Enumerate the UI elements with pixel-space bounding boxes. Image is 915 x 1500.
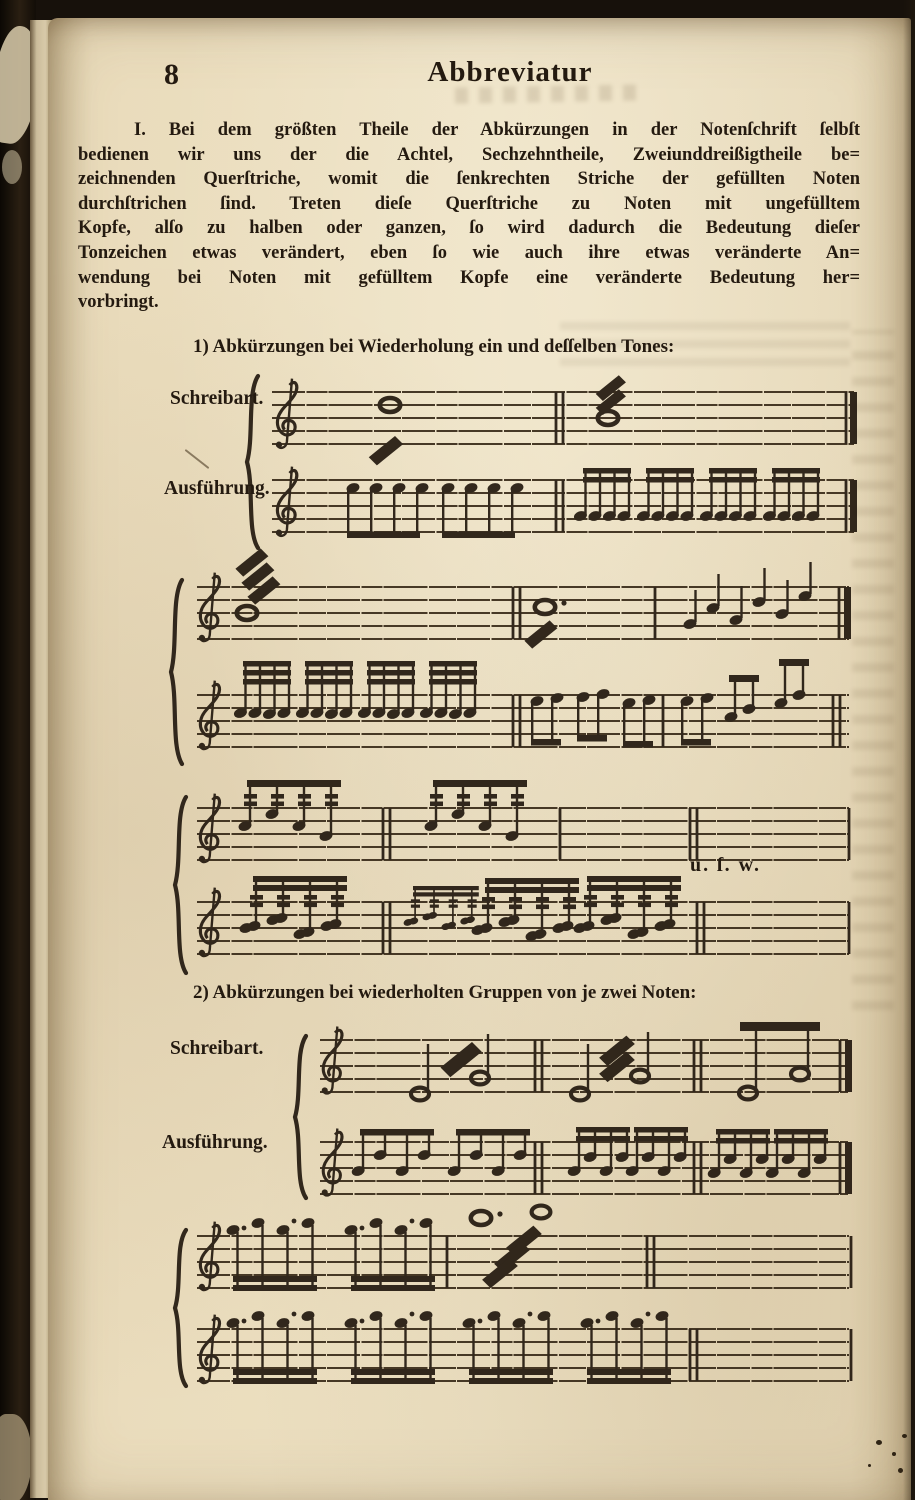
- treble-clef: [276, 467, 297, 536]
- treble-clef: [322, 1027, 342, 1094]
- spine-paper-scrap: [2, 150, 22, 184]
- paragraph-line: zeichnenden Querſtriche, womit die ſenkrechten Striche der gefüllten Noten: [78, 169, 860, 190]
- treble-clef: [199, 1315, 220, 1383]
- staff-continuation-1a: [185, 562, 857, 666]
- etcetera-text: u. ſ. w.: [690, 854, 762, 876]
- paragraph-line: bedienen wir uns der die Achtel, Sechzehntheile, Zweiunddreißigtheile be=: [78, 144, 860, 165]
- paragraph-line: Tonzeichen etwas verändert, eben ſo wie auch ihre etwas veränderte An=: [78, 242, 860, 263]
- ink-speck: [868, 1464, 871, 1467]
- paragraph-line: Kopfe, alſo zu halben oder ganzen, ſo wird dadurch die Bedeutung dieſer: [78, 218, 860, 239]
- paragraph-line: I. Bei dem größten Theile der Abkürzungen in der Notenſchrift ſelbſt: [134, 120, 860, 140]
- ink-speck: [892, 1452, 896, 1456]
- section-1-heading: 1) Abkürzungen bei Wiederholung ein und deſſelben Tones:: [193, 336, 675, 357]
- paragraph-line: durchſtrichen ſind. Treten dieſe Querſtriche zu Noten mit ungefülltem: [78, 193, 860, 214]
- schreibart-label-1: Schreibart.: [170, 388, 264, 409]
- treble-clef: [199, 573, 220, 641]
- section-2-heading: 2) Abkürzungen bei wiederholten Gruppen von je zwei Noten:: [193, 982, 697, 1003]
- right-page-shadow: [903, 0, 915, 1500]
- treble-clef: [199, 794, 220, 862]
- staff-continuation-2b: [185, 1295, 857, 1405]
- system-brace: [167, 578, 185, 766]
- paragraph-line: wendung bei Noten mit gefülltem Kopfe eine veränderte Bedeutung her=: [78, 267, 860, 288]
- ink-speck: [898, 1468, 903, 1473]
- ink-bleed-through: [852, 330, 894, 1010]
- treble-clef: [199, 888, 220, 956]
- staff-etc-lower: [185, 872, 857, 976]
- ausfuehrung-label-1: Ausführung.: [164, 478, 270, 499]
- staff-schreibart-1: [258, 372, 858, 468]
- page-title: Abbreviatur: [427, 56, 593, 88]
- treble-clef: [199, 681, 220, 749]
- treble-clef: [199, 1222, 220, 1290]
- ausfuehrung-label-2: Ausführung.: [162, 1132, 268, 1153]
- staff-continuation-1b: [185, 655, 857, 765]
- ink-speck: [902, 1434, 907, 1438]
- treble-clef: [276, 379, 297, 448]
- staff-schreibart-2: [308, 1022, 860, 1126]
- treble-clef: [322, 1129, 342, 1196]
- staff-ausfuehrung-1: [258, 462, 858, 558]
- system-brace: [291, 1034, 309, 1200]
- page-number: 8: [164, 58, 179, 91]
- ink-speck: [876, 1440, 882, 1445]
- paragraph-line: vorbringt.: [78, 292, 159, 313]
- body-paragraph: [78, 120, 860, 317]
- schreibart-label-2: Schreibart.: [170, 1038, 264, 1059]
